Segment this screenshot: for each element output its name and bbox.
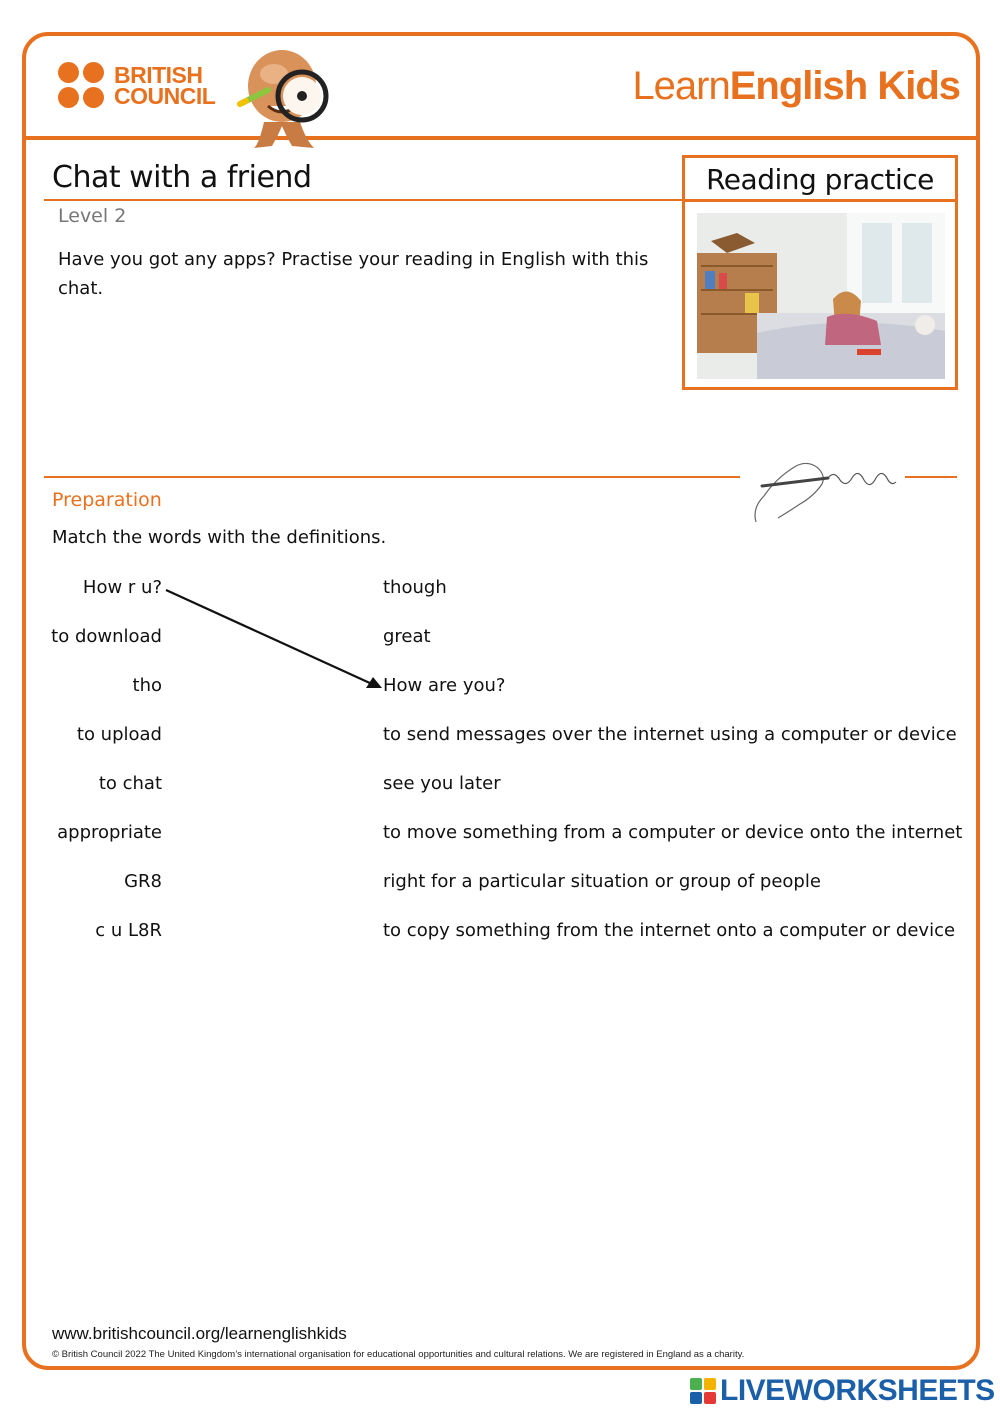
preparation-instruction: Match the words with the definitions. (52, 527, 387, 548)
match-definition[interactable]: to copy something from the internet onto a computer or device (383, 920, 956, 941)
match-definition[interactable]: though (383, 577, 447, 598)
match-word[interactable]: c u L8R (95, 920, 162, 941)
liveworksheets-logo (690, 1374, 995, 1408)
worksheet-title: Chat with a friend (52, 160, 312, 195)
footer-copyright: © British Council 2022 The United Kingdom’s international organisation for educational opportunities and cultural relations. We are registered in England as a charity. (52, 1349, 745, 1360)
reading-practice-box (682, 155, 958, 390)
level-label: Level 2 (58, 205, 127, 227)
match-definition[interactable]: How are you? (383, 675, 506, 696)
british-council-line1: BRITISH (114, 62, 203, 88)
footer-url[interactable]: www.britishcouncil.org/learnenglishkids (52, 1324, 347, 1343)
title-divider (44, 199, 684, 201)
match-word[interactable]: to upload (76, 724, 162, 745)
match-definition[interactable]: to send messages over the internet using a computer or device (383, 724, 957, 745)
learnenglish-kids-logo (632, 64, 960, 109)
match-word[interactable]: to download (51, 626, 162, 647)
british-council-dots-icon (58, 62, 106, 110)
match-definition[interactable]: right for a particular situation or group of people (383, 871, 821, 892)
british-council-logo (58, 62, 215, 110)
match-word[interactable]: appropriate (57, 822, 162, 843)
mascot-magnifier-icon (234, 44, 334, 154)
reading-practice-title: Reading practice (685, 158, 955, 202)
liveworksheets-text: LIVEWORKSHEETS (720, 1374, 995, 1407)
header-divider (24, 136, 978, 140)
example-match-arrow (160, 580, 390, 695)
girl-reading-photo (697, 213, 945, 379)
match-word[interactable]: to chat (98, 773, 162, 794)
match-word[interactable]: GR8 (124, 871, 162, 892)
preparation-divider-right (905, 476, 957, 478)
match-word[interactable]: tho (132, 675, 162, 696)
liveworksheets-icon (690, 1378, 716, 1404)
match-definition[interactable]: great (383, 626, 431, 647)
logo-learn: Learn (632, 64, 730, 108)
british-council-line2: COUNCIL (114, 83, 216, 109)
match-word[interactable]: How r u? (82, 577, 162, 598)
preparation-heading: Preparation (52, 489, 162, 511)
match-definition[interactable]: to move something from a computer or device onto the internet (383, 822, 963, 843)
intro-text: Have you got any apps? Practise your reading in English with this chat. (58, 249, 649, 299)
logo-english-kids: English Kids (729, 64, 960, 108)
preparation-divider-left (44, 476, 740, 478)
writing-hand-icon (748, 456, 898, 528)
match-definition[interactable]: see you later (383, 773, 501, 794)
